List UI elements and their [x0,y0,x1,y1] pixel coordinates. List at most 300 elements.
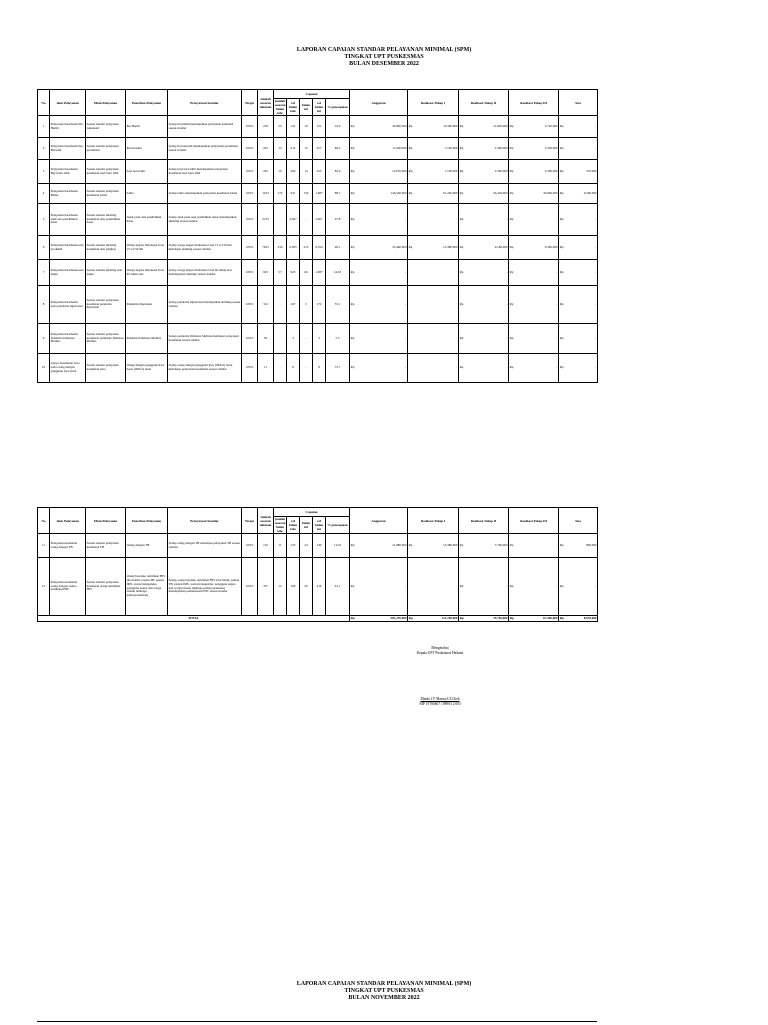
cell-sd-bulan-lalu: 196 [287,558,300,616]
cell-realisasi-1: 61,240,000 [416,184,459,204]
cell-sisa: 370,000 [567,160,598,184]
currency-label: Rp [459,534,467,558]
col-header-sasaran-bulan-lalu: jumlah sasaran bulan lalu [274,99,286,115]
currency-label [408,286,416,324]
cell-mutu-pelayanan: Sesuai standar pelayanan kesehatan jiwa [86,354,126,383]
currency-label: Rp [509,324,517,354]
currency-label: Rp [350,286,358,324]
cell-target: 100% [242,116,258,138]
col-header-pencapaian: % pencapaian [326,517,350,534]
currency-label: Rp [408,616,416,622]
cell-anggaran: 34,800,000 [358,116,408,138]
cell-realisasi-3: 2,300,000 [517,160,559,184]
cell-realisasi-2: 12,920,000 [467,116,509,138]
col-header-pernyataan: Pernyataan Standar [168,508,242,534]
currency-label: Rp [509,616,517,622]
col-header-sisa: Sisa [559,508,598,534]
cell-pernyataan-standar: Setiap anak pada usia pendidikan dasar mendapatkan skrining sesuai standar [168,204,242,236]
currency-label: Rp [559,160,567,184]
cell-penerima-pelayanan: Orang beresiko terinfeksi HIV (ibu hamil, pasien TB, pasien IMS, waria/transgender, pengguna napza dan warga binaan lembaga pemasyarakatan) [126,558,168,616]
cell-pencapaian: 82.9 [326,160,350,184]
currency-label: Rp [350,324,358,354]
cell-realisasi-1 [416,204,459,236]
col-header-jenis: Jenis Pelayanan [50,508,86,534]
cell-sasaran-bulan-lalu: 8 [274,534,287,558]
col-header-jumlah: Jumlah sasaran tahunan [258,508,274,534]
currency-label: Rp [459,616,467,622]
cell-sisa: - [567,138,598,160]
cell-realisasi-2: - [467,354,509,383]
cell-row-number: 1 [38,116,50,138]
currency-label: Rp [459,236,467,260]
table-row [38,160,598,184]
col-header-capaian: Capaian [274,508,350,517]
cell-jumlah-sasaran: 7623 [258,236,274,260]
col-header-penerima: Penerima Pelayanan [126,90,168,116]
cell-pernyataan-standar: Setiap ibu hamil mendapatkan pelayanan antenatal sesuai standar [168,116,242,138]
col-header-realisasi-1: Realisasi Tahap I [408,508,459,534]
cell-bulan-ini: - [300,354,313,383]
cell-sd-bulan-ini: 8 [313,354,326,383]
cell-realisasi-1: 13,380,000 [416,534,459,558]
col-header-mutu: Mutu Pelayanan [86,508,126,534]
currency-label: Rp [509,534,517,558]
cell-jenis-pelayanan: Pelayanan Kesehatan Balita [50,184,86,204]
cell-mutu-pelayanan: Sesuai standar skrining kesehatan usia (angka) [86,236,126,260]
cell-sasaran-bulan-lalu: 15 [274,138,287,160]
cell-realisasi-3: - [517,534,559,558]
col-header-anggaran: Anggaran [350,90,408,116]
cell-realisasi-2: - [467,204,509,236]
cell-pernyataan-standar: Setiap orang dengan TB mendapat pelayanan TB sesuai standar [168,534,242,558]
col-header-sasaran-bulan-lalu: jumlah sasaran bulan lalu [274,517,286,533]
currency-label: Rp [459,116,467,138]
cell-anggaran: - [358,286,408,324]
cell-row-number: 8 [38,286,50,324]
cell-sd-bulan-lalu: 6,585 [287,236,300,260]
currency-label: Rp [509,204,517,236]
cell-jumlah-sasaran: 245 [258,160,274,184]
cell-pencapaian: 61.1 [326,558,350,616]
cell-pernyataan-standar: Setiap balita mendapatkan pelayanan kesehatan balita [168,184,242,204]
cell-jumlah-sasaran: 245 [258,138,274,160]
table-row [38,184,598,204]
col-header-sisa: Sisa [559,90,598,116]
cell-target: 100% [242,324,258,354]
cell-pencapaian: 80.2 [326,138,350,160]
cell-jumlah-sasaran: 56 [258,324,274,354]
cell-sd-bulan-lalu: 209 [287,160,300,184]
cell-row-number: 2 [38,138,50,160]
cell-realisasi-3: - [517,260,559,286]
col-header-realisasi-2: Realisasi Tahap II [459,90,509,116]
table-row [38,138,598,160]
cell-sd-bulan-lalu: 8 [287,354,300,383]
cell-realisasi-2: 9,180,000 [467,236,509,260]
table-row [38,534,598,558]
cell-sisa: - [567,204,598,236]
cell-penerima-pelayanan: Orang dengan gangguan jiwa berat (ODGJ) berat [126,354,168,383]
table-row [38,558,598,616]
cell-sasaran-bulan-lalu: 57 [274,260,287,286]
cell-anggaran: 11,900,000 [358,138,408,160]
currency-label: Rp [559,534,567,558]
cell-sisa: - [567,260,598,286]
col-header-mutu: Mutu Pelayanan [86,90,126,116]
table-row [38,204,598,236]
report-title-november [0,981,768,1002]
cell-realisasi-1: 7,100,000 [416,160,459,184]
cell-realisasi-1: 7,100,000 [416,138,459,160]
cell-anggaran: - [358,354,408,383]
cell-pernyataan-standar: Setiap penderita hipertensi mendapatkan skrining sesuai standar [168,286,242,324]
cell-sd-bulan-ini: 1,087 [313,260,326,286]
cell-penerima-pelayanan: balita [126,184,168,204]
total-realisasi-3: 67,260,000 [517,616,559,622]
title-line: LAPORAN CAPAIAN STANDAR PELAYANAN MINIMAL (SPM) [296,47,472,53]
currency-label: Rp [559,204,567,236]
signer-nip: NIP 19780607 198903 2 003 [419,701,461,706]
cell-jenis-pelayanan: Pelayanan Kesehatan Ibu Hamil [50,116,86,138]
currency-label: Rp [459,260,467,286]
col-header-no: No [38,508,50,534]
cell-realisasi-2: - [467,260,509,286]
cell-sisa: - [567,354,598,383]
cell-pencapaian: 88.7 [326,184,350,204]
cell-jumlah-sasaran: 357 [258,558,274,616]
cell-sd-bulan-lalu: 125 [287,534,300,558]
cell-anggaran: - [358,204,408,236]
cell-pencapaian: 5.5 [326,324,350,354]
currency-label: Rp [408,116,416,138]
col-header-jenis: Jenis Pelayanan [50,90,86,116]
cell-jumlah-sasaran: 2135 [258,204,274,236]
cell-sd-bulan-lalu: 931 [287,184,300,204]
currency-label: Rp [350,116,358,138]
cell-penerima-pelayanan: Penderita hipertensi [126,286,168,324]
cell-bulan-ini: 14 [300,160,313,184]
cell-mutu-pelayanan: Sesuai standar pelayanan kesehatan bayi baru lahir [86,160,126,184]
cell-sd-bulan-ini: 1,087 [313,184,326,204]
col-header-anggaran: Anggaran [350,508,408,534]
title-line: TINGKAT UPT PUSKESMAS [344,988,424,994]
cell-bulan-ini: 156 [300,184,313,204]
cell-target: 100% [242,184,258,204]
cell-row-number: 4 [38,184,50,204]
cell-realisasi-3: - [517,324,559,354]
cell-anggaran: 33,460,000 [358,236,408,260]
cell-sd-bulan-ini: 6,764 [313,236,326,260]
cell-target: 100% [242,286,258,324]
col-header-no: No [38,90,50,116]
cell-bulan-ini: 15 [300,138,313,160]
cell-sd-bulan-ini: 151 [313,116,326,138]
currency-label [408,324,416,354]
cell-sd-bulan-lalu: 923 [287,260,300,286]
currency-label: Rp [559,184,567,204]
cell-row-number: 7 [38,260,50,286]
currency-label: Rp [350,138,358,160]
cell-mutu-pelayanan: Sesuai standar pelayanan kesehatan orang terinfeksi HIV [86,558,126,616]
signer-name: Mindo J F Manru,S.Tr.Keb [420,697,460,702]
col-header-penerima: Penerima Pelayanan [126,508,168,534]
cell-pencapaian: 112.9 [326,534,350,558]
cell-pencapaian: 55.1 [326,286,350,324]
cell-jumlah-sasaran: 312 [258,286,274,324]
currency-label: Rp [559,558,567,616]
table-row [38,236,598,260]
cell-realisasi-2: - [467,324,509,354]
cell-jumlah-sasaran: 1223 [258,184,274,204]
cell-jumlah-sasaran: 132 [258,534,274,558]
col-header-sd-bulan-ini: s/d bulan ini [313,99,326,116]
currency-label: Rp [408,534,416,558]
cell-jenis-pelayanan: Pelayanan Kesehatan Ibu Bersalin [50,138,86,160]
cell-pernyataan-standar: Setiap bayi baru lahir mendapatkan pelayanan kesehatan bayi baru lahir [168,160,242,184]
currency-label: Rp [559,260,567,286]
col-header-sd-bulan-lalu: s/d bulan lalu [287,99,300,116]
cell-jumlah-sasaran: 256 [258,116,274,138]
cell-bulan-ini: 20 [300,558,313,616]
report-title-december [0,47,768,68]
cell-target: 100% [242,558,258,616]
cell-penerima-pelayanan: Ibu bersalin [126,138,168,160]
cell-sisa: - [567,286,598,324]
currency-label: Rp [509,184,517,204]
cell-sd-bulan-ini: 172 [313,286,326,324]
col-header-bulan-ini: bulan ini [300,517,313,534]
cell-bulan-ini: 66 [300,260,313,286]
cell-target: 100% [242,204,258,236]
cell-realisasi-1: 13,380,000 [416,236,459,260]
cell-pernyataan-standar: Setiap orang beresiko terinfeksi HIV (ibu hamil, pasien TB, pasien IMS, waria/transgender, pengguna napza dan warga binaan lembaga pemasyarakatan) mendapatkan pemeriksaan HIV sesuai standar [168,558,242,616]
currency-label: Rp [459,324,467,354]
currency-label: Rp [509,236,517,260]
cell-sasaran-bulan-lalu: 175 [274,184,287,204]
cell-jenis-pelayanan: Pelayanan Kesehatan usia lanjut [50,260,86,286]
cell-sasaran-bulan-lalu: 16 [274,160,287,184]
col-header-realisasi-1: Realisasi Tahap I [408,90,459,116]
cell-realisasi-3: - [517,558,559,616]
cell-realisasi-3: 30,600,000 [517,184,559,204]
cell-sd-bulan-ini: 223 [313,160,326,184]
cell-target: 100% [242,138,258,160]
cell-mutu-pelayanan: Sesuai standar pelayanan kesehatan penderita Diabetes Melitus [86,324,126,354]
cell-realisasi-1 [416,260,459,286]
table-body [38,534,598,616]
currency-label: Rp [350,204,358,236]
cell-mutu-pelayanan: Sesuai standar pelayanan kesehatan balita [86,184,126,204]
cell-pencapaian: 122.8 [326,260,350,286]
col-header-realisasi-3: Realisasi Tahap III [509,508,559,534]
cell-mutu-pelayanan: Sesuai standar pelayanan kesehatan penderita hipertensi [86,286,126,324]
currency-label: Rp [559,116,567,138]
total-anggaran: 281,270,000 [358,616,408,622]
cell-realisasi-2: 7,700,000 [467,534,509,558]
cell-pernyataan-standar: Setiap orang dengan gangguan jiwa (ODGJ) berat mendapat pelayanan kesehatan sesuai standar [168,354,242,383]
cell-sasaran-bulan-lalu: 12 [274,558,287,616]
cell-sasaran-bulan-lalu: - [274,324,287,354]
cell-row-number: 3 [38,160,50,184]
cell-sisa: - [567,324,598,354]
cell-bulan-ini: 10 [300,116,313,138]
cell-anggaran: - [358,260,408,286]
currency-label: Rp [408,184,416,204]
cell-sd-bulan-lalu: 212 [287,138,300,160]
cell-sisa: 800,000 [567,534,598,558]
cell-pencapaian: 97.8 [326,204,350,236]
cell-realisasi-3: 2,500,000 [517,138,559,160]
currency-label: Rp [350,160,358,184]
cell-mutu-pelayanan: Sesuai standar pelayanan Antenatal [86,116,126,138]
col-header-target: Target [242,90,258,116]
currency-label: Rp [559,236,567,260]
cell-bulan-ini: 5 [300,286,313,324]
cell-realisasi-3: - [517,286,559,324]
cell-jumlah-sasaran: 923 [258,260,274,286]
cell-realisasi-3: - [517,204,559,236]
cell-pernyataan-standar: Setiap ibu bersalin mendapatkan pelayanan persalinan sesuai standar [168,138,242,160]
table-row [38,354,598,383]
currency-label: Rp [509,354,517,383]
cell-anggaran: 12,070,000 [358,160,408,184]
title-line: LAPORAN CAPAIAN STANDAR PELAYANAN MINIMAL (SPM) [296,981,472,987]
cell-row-number: 5 [38,204,50,236]
currency-label: Rp [459,138,467,160]
cell-anggaran: - [358,558,408,616]
cell-penerima-pelayanan: bayi baru lahir [126,160,168,184]
cell-bulan-ini: - [300,324,313,354]
col-header-capaian: Capaian [274,90,350,99]
col-header-pencapaian: % pencapaian [326,99,350,116]
spm-table-december-continued [37,507,598,622]
currency-label: Rp [509,260,517,286]
currency-label: Rp [559,138,567,160]
col-header-bulan-ini: bulan ini [300,99,313,116]
currency-label: Rp [509,116,517,138]
cell-jenis-pelayanan: Pelayanan Kesehatan anak usia pendidikan dasar [50,204,86,236]
cell-penerima-pelayanan: Penderita Diabetes Melitus [126,324,168,354]
currency-label: Rp [459,558,467,616]
table-row [38,324,598,354]
currency-label: Rp [408,138,416,160]
cell-anggaran: 143,560,000 [358,184,408,204]
cell-sd-bulan-lalu: 141 [287,116,300,138]
cell-target: 100% [242,236,258,260]
currency-label: Rp [459,204,467,236]
currency-label: Rp [459,354,467,383]
cell-jenis-pelayanan: Pelayanan Kesehatan Bayi baru lahir [50,160,86,184]
cell-mutu-pelayanan: Sesuai standar skrining kesehatan usia pendidikan dasar [86,204,126,236]
cell-sd-bulan-ini: 216 [313,558,326,616]
cell-target: 100% [242,160,258,184]
table-row [38,260,598,286]
currency-label [408,260,416,286]
cell-anggaran: - [358,324,408,354]
cell-penerima-pelayanan: Orang dengan TB [126,534,168,558]
cell-pernyataan-standar: Setiap penderita Diabetes Melitus mendapat pelayanan kesehatan sesuai standar [168,324,242,354]
cell-sisa: - [567,116,598,138]
cell-realisasi-1 [416,324,459,354]
col-header-sd-bulan-lalu: s/d bulan lalu [287,517,300,534]
total-realisasi-2: 79,740,000 [467,616,509,622]
cell-sasaran-bulan-lalu: - [274,286,287,324]
total-section [38,616,598,622]
cell-jenis-pelayanan: Pelayanan kesehatan orang dengan TB [50,534,86,558]
cell-sisa: 6,500,000 [567,184,598,204]
cell-jenis-pelayanan: Pelayanan Kesehatan usia produktif [50,236,86,260]
cell-pernyataan-standar: Setiap warga negara Indonesia Usia 15 s/d 59 thn mendapat skrining sesuai standar [168,236,242,260]
cell-penerima-pelayanan: Warga negara Indonesia Usia 60 tahun atas [126,260,168,286]
cell-sd-bulan-lalu: 167 [287,286,300,324]
cell-realisasi-2: 2,300,000 [467,160,509,184]
signature-space [380,655,500,697]
currency-label: Rp [559,616,567,622]
currency-label: Rp [350,534,358,558]
cell-bulan-ini: 215 [300,236,313,260]
cell-pencapaian: 90.1 [326,236,350,260]
currency-label: Rp [350,354,358,383]
cell-realisasi-3: 9,300,000 [517,236,559,260]
total-label: TOTAL [38,616,350,622]
currency-label: Rp [408,236,416,260]
currency-label: Rp [350,236,358,260]
cell-sd-bulan-ini: 227 [313,138,326,160]
cell-penerima-pelayanan: Ibu Hamil [126,116,168,138]
next-table-edge [37,1021,597,1025]
currency-label: Rp [350,184,358,204]
col-header-jumlah: Jumlah sasaran tahunan [258,90,274,116]
table-body [38,116,598,383]
title-line: TINGKAT UPT PUSKESMAS [344,54,424,60]
total-realisasi-1: 121,760,000 [416,616,459,622]
table-row [38,116,598,138]
cell-sd-bulan-lalu: 3 [287,324,300,354]
cell-anggaran: 21,880,000 [358,534,408,558]
cell-sasaran-bulan-lalu: 256 [274,236,287,260]
col-header-pernyataan: Pernyataan Standar [168,90,242,116]
cell-mutu-pelayanan: Sesuai standar pelayanan kesehatan TB [86,534,126,558]
cell-sd-bulan-ini: 2,067 [313,204,326,236]
cell-bulan-ini: 24 [300,534,313,558]
cell-realisasi-2: - [467,558,509,616]
cell-jenis-pelayanan: Pelayanan Kesehatan Penderita Diabetes Melitus [50,324,86,354]
cell-sisa: - [567,236,598,260]
currency-label: Rp [350,260,358,286]
cell-target: 100% [242,260,258,286]
cell-sasaran-bulan-lalu: - [274,204,287,236]
title-line: BULAN NOVEMBER 2022 [348,995,420,1001]
currency-label: Rp [509,558,517,616]
signature-line-1: Mengetahui [431,646,449,650]
cell-realisasi-1 [416,286,459,324]
cell-pencapaian: 72.7 [326,354,350,383]
cell-jumlah-sasaran: 11 [258,354,274,383]
col-header-sd-bulan-ini: s/d bulan ini [313,517,326,534]
cell-target: 100% [242,534,258,558]
cell-realisasi-2: 43,220,000 [467,184,509,204]
cell-row-number: 12 [38,558,50,616]
cell-mutu-pelayanan: Sesuai standar pelayanan persalinan [86,138,126,160]
cell-realisasi-3: 2,720,000 [517,116,559,138]
cell-row-number: 10 [38,354,50,383]
cell-sisa: - [567,558,598,616]
cell-sd-bulan-ini: 3 [313,324,326,354]
cell-realisasi-1 [416,354,459,383]
cell-penerima-pelayanan: Warga negara Indonesia Usia 15 s/d 59 thn [126,236,168,260]
cell-pernyataan-standar: Setiap warga negara Indonesia Usia 60 tahun atas mendapatkan skrining sesuai standar [168,260,242,286]
cell-realisasi-2: - [467,286,509,324]
